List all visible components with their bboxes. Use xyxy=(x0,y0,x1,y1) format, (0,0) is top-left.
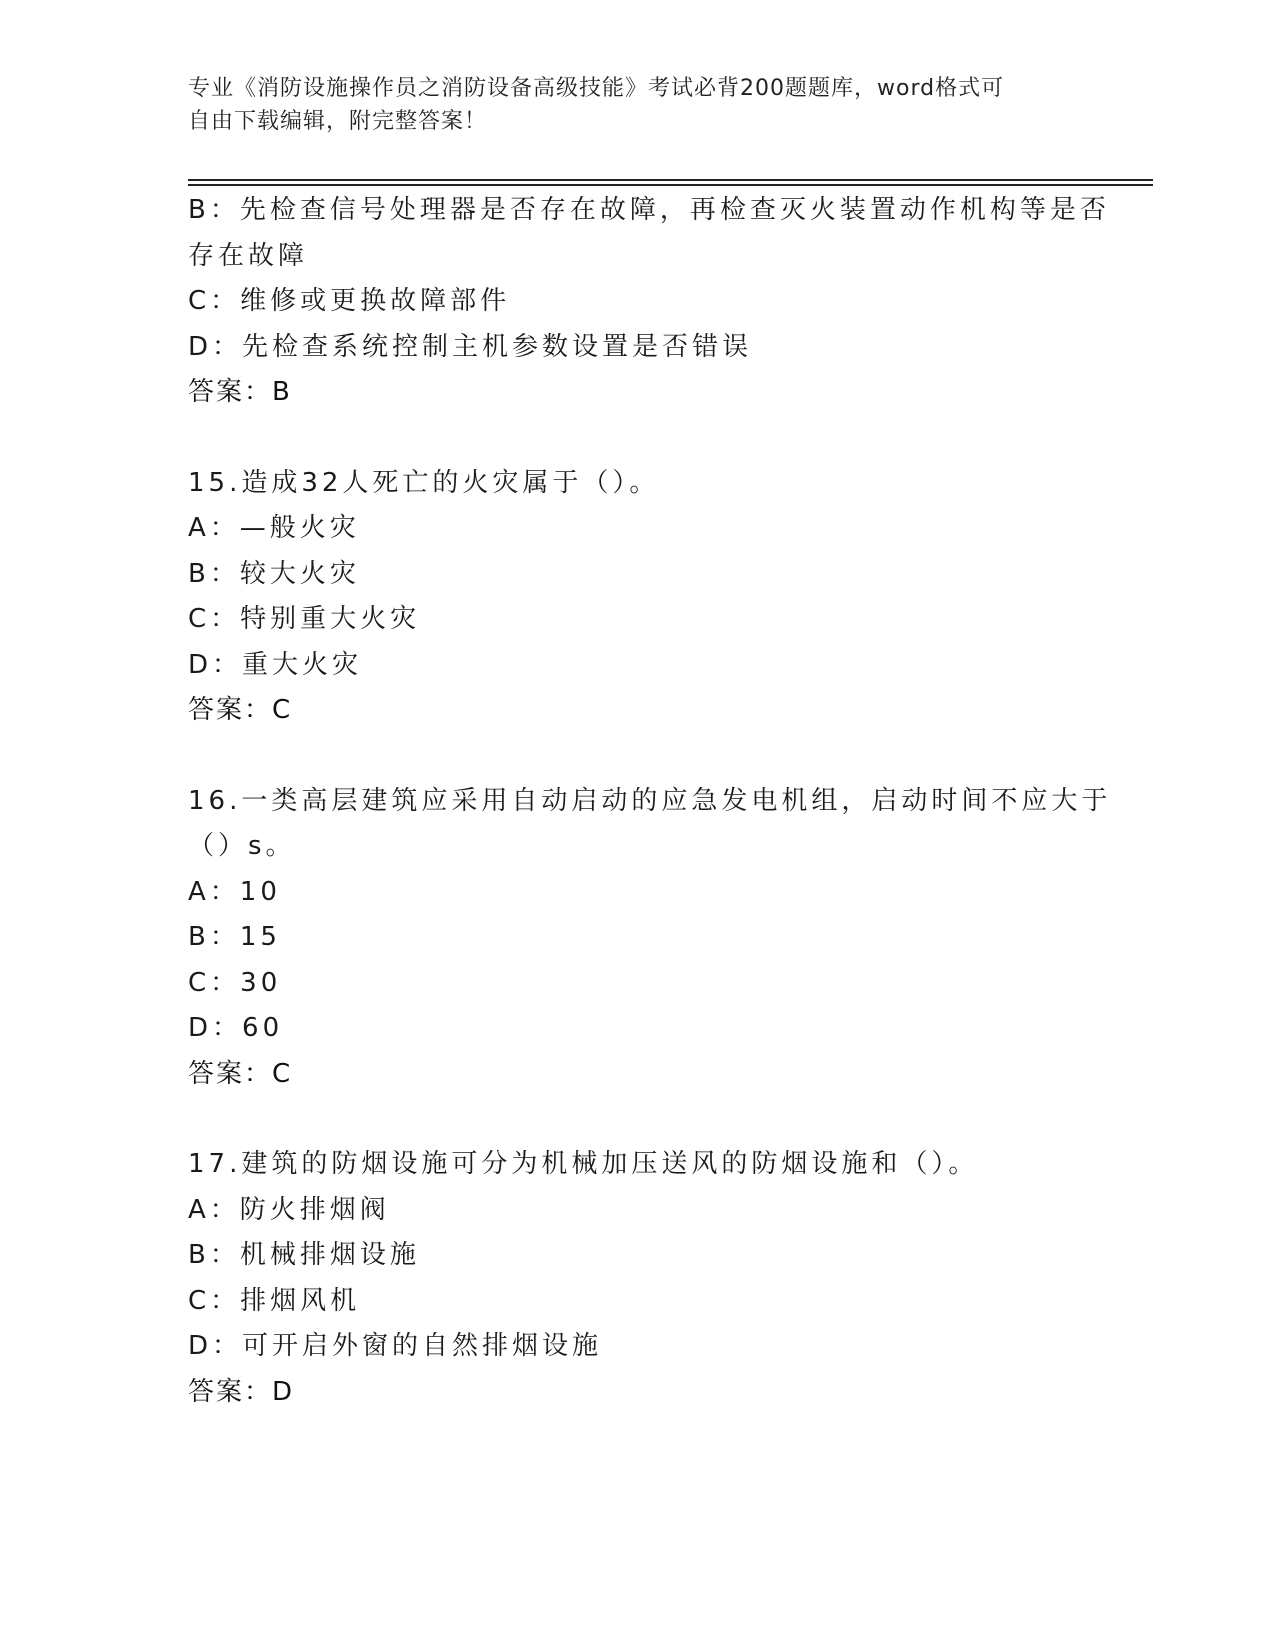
question-text-line-1: 16.一类高层建筑应采用自动启动的应急发电机组，启动时间不应大于 xyxy=(188,785,1112,816)
question-17 xyxy=(188,1142,1088,1415)
question-16 xyxy=(188,779,1112,1098)
option-c: C：维修或更换故障部件 xyxy=(188,286,511,316)
answer: 答案：B xyxy=(188,377,292,407)
spacer xyxy=(188,734,1088,779)
header-line-2: 自由下载编辑，附完整答案！ xyxy=(188,109,488,134)
spacer xyxy=(188,1097,1088,1142)
document-header xyxy=(188,72,1068,138)
option-c: C：排烟风机 xyxy=(188,1285,361,1316)
answer: 答案：D xyxy=(188,1376,295,1407)
option-b-line-1: B：先检查信号处理器是否存在故障，再检查灭火装置动作机构等是否 xyxy=(188,195,1110,225)
option-d: D：先检查系统控制主机参数设置是否错误 xyxy=(188,331,753,362)
option-d: D：重大火灾 xyxy=(188,649,363,680)
option-c: C：特别重大火灾 xyxy=(188,604,421,634)
spacer xyxy=(188,416,1088,461)
question-text-line-2: （）s。 xyxy=(188,831,296,861)
question-text: 17.建筑的防烟设施可分为机械加压送风的防烟设施和（）。 xyxy=(188,1149,979,1179)
option-b-line-2: 存在故障 xyxy=(188,240,309,271)
option-a: A：防火排烟阀 xyxy=(188,1194,390,1225)
option-a: A：10 xyxy=(188,876,281,907)
option-c: C：30 xyxy=(188,967,282,998)
option-b: B：15 xyxy=(188,922,281,952)
answer: 答案：C xyxy=(188,695,293,725)
header-divider-top xyxy=(188,179,1153,181)
header-divider-bottom xyxy=(188,184,1153,186)
header-line-1: 专业《消防设施操作员之消防设备高级技能》考试必背200题题库，word格式可 xyxy=(188,76,1005,101)
option-b: B：较大火灾 xyxy=(188,558,360,589)
question-15 xyxy=(188,461,1088,734)
question-list xyxy=(188,188,1112,1415)
question-14-tail xyxy=(188,188,1110,416)
option-d: D：60 xyxy=(188,1013,284,1043)
option-b: B：机械排烟设施 xyxy=(188,1240,420,1270)
option-d: D：可开启外窗的自然排烟设施 xyxy=(188,1331,603,1361)
question-text: 15.造成32人死亡的火灾属于（）。 xyxy=(188,467,660,498)
option-a: A：—般火灾 xyxy=(188,513,360,543)
answer: 答案：C xyxy=(188,1058,293,1089)
